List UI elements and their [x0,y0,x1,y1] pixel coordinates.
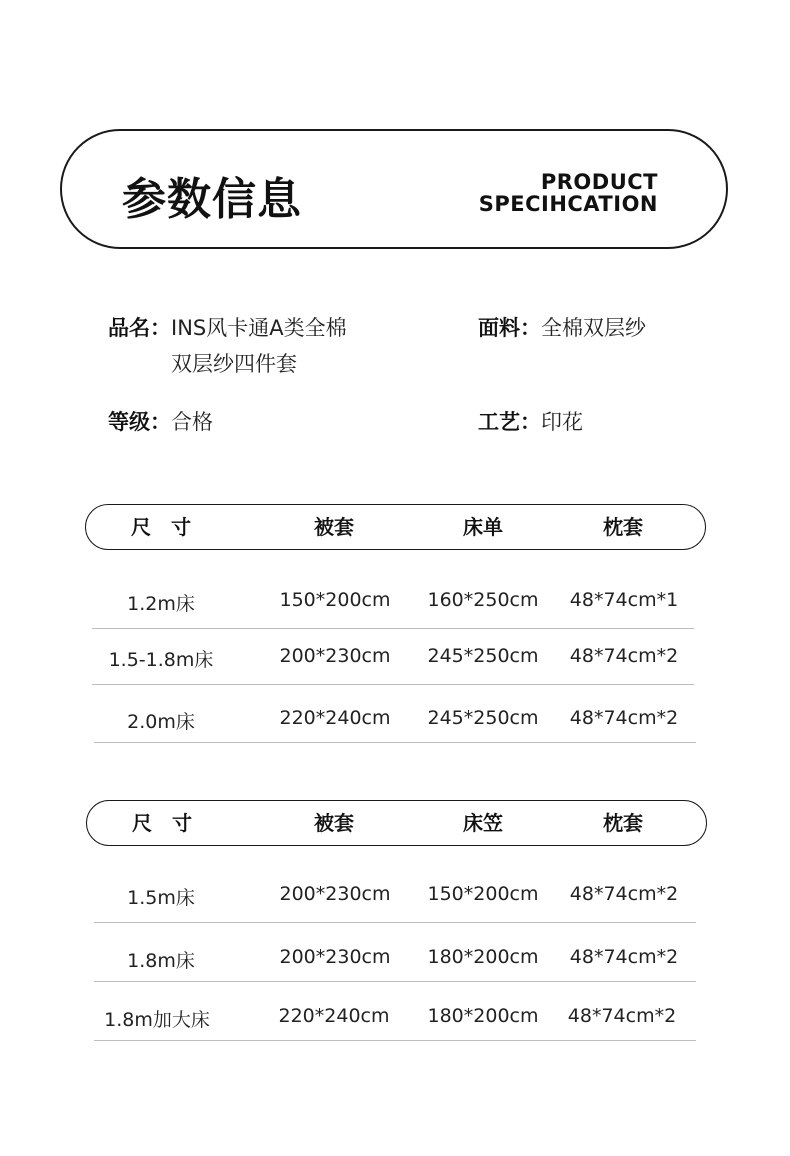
table-cell: 160*250cm [427,589,539,611]
banner-english-title [479,171,658,215]
table-cell: 200*230cm [279,883,391,905]
table-cell: 245*250cm [427,707,539,729]
row-divider [92,684,694,685]
header-size: 尺 寸 [131,515,191,539]
table-cell: 1.2m床 [127,593,195,615]
row-divider [94,742,696,743]
banner-en-line1: PRODUCT [540,170,658,194]
header-size: 尺 寸 [132,811,192,835]
row-divider [94,1040,696,1041]
table-cell: 200*230cm [279,946,391,968]
table-cell: 48*74cm*2 [569,707,679,729]
header-pillowcase: 枕套 [603,811,643,835]
spec-key: 等级： [108,410,171,434]
table2-header [86,800,707,846]
table-cell: 150*200cm [427,883,539,905]
table-cell: 200*230cm [279,645,391,667]
spec-product-name [108,310,347,382]
table-cell: 220*240cm [279,707,391,729]
table1-header [85,504,706,550]
table-cell: 180*200cm [427,946,539,968]
header-sheet: 床单 [463,515,503,539]
title-banner [60,129,728,249]
banner-en-line2: SPECIHCATION [478,192,658,216]
header-pillowcase: 枕套 [603,515,643,539]
spec-value: 全棉双层纱 [541,316,646,340]
table-cell: 48*74cm*1 [569,589,679,611]
header-fitted-sheet: 床笠 [463,811,503,835]
table-cell: 1.5m床 [127,887,195,909]
table-cell: 220*240cm [278,1005,390,1027]
table-cell: 150*200cm [279,589,391,611]
spec-key: 面料： [478,316,541,340]
table-cell: 48*74cm*2 [569,645,679,667]
header-duvet: 被套 [314,515,354,539]
spec-craft [478,404,583,440]
banner-title: 参数信息 [122,174,302,225]
table-cell: 48*74cm*2 [569,883,679,905]
spec-value-line1: INS风卡通A类全棉 [171,316,347,340]
spec-fabric [478,310,646,346]
spec-key: 工艺： [478,410,541,434]
spec-grade [108,404,213,440]
spec-key: 品名： [108,316,171,340]
table-cell: 1.8m床 [127,950,195,972]
table-cell: 180*200cm [427,1005,539,1027]
header-duvet: 被套 [314,811,354,835]
table-cell: 48*74cm*2 [567,1005,677,1027]
table-cell: 2.0m床 [127,711,195,733]
table-cell: 48*74cm*2 [569,946,679,968]
table-cell: 1.5-1.8m床 [108,649,214,671]
spec-value-line2: 双层纱四件套 [171,352,297,376]
spec-value: 合格 [171,410,213,434]
spec-value: 印花 [541,410,583,434]
row-divider [92,628,694,629]
row-divider [94,981,696,982]
row-divider [94,922,696,923]
table-cell: 1.8m加大床 [104,1009,210,1031]
table-cell: 245*250cm [427,645,539,667]
